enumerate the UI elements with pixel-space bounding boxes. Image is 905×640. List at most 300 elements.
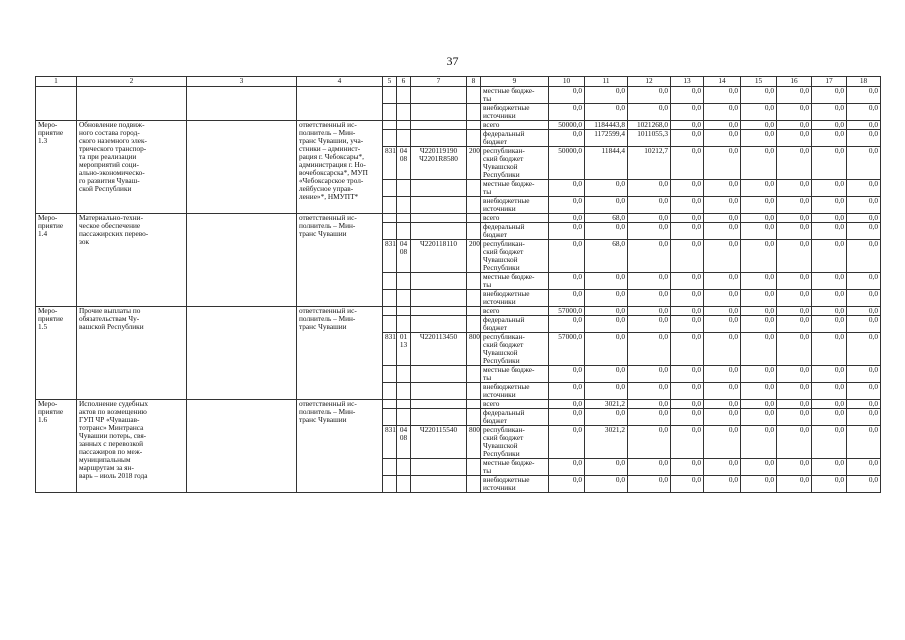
column-number: 9 xyxy=(481,77,549,87)
measure-label-cell: Меро- приятие 1.4 xyxy=(36,214,77,307)
funding-source-cell: федеральный бюджет xyxy=(481,223,549,240)
funding-source-cell: федеральный бюджет xyxy=(481,409,549,426)
grbs-code-cell: 831 xyxy=(383,426,397,459)
amount-cell: 0,0 xyxy=(741,459,777,476)
amount-cell: 0,0 xyxy=(628,240,671,273)
amount-cell: 0,0 xyxy=(777,476,812,493)
amount-cell: 0,0 xyxy=(777,180,812,197)
empty-cell xyxy=(411,180,467,197)
empty-cell xyxy=(467,290,481,307)
amount-cell: 0,0 xyxy=(847,383,881,400)
empty-cell xyxy=(397,197,411,214)
column-number: 12 xyxy=(628,77,671,87)
amount-cell: 0,0 xyxy=(812,307,847,316)
amount-cell: 0,0 xyxy=(777,197,812,214)
empty-cell xyxy=(383,307,397,316)
funding-source-cell: местные бюдже- ты xyxy=(481,87,549,104)
amount-cell: 0,0 xyxy=(549,316,585,333)
empty-cell xyxy=(383,87,397,104)
amount-cell: 0,0 xyxy=(741,223,777,240)
empty-cell xyxy=(187,214,297,307)
empty-cell xyxy=(187,307,297,400)
amount-cell: 10212,7 xyxy=(628,147,671,180)
empty-cell xyxy=(397,400,411,409)
amount-cell: 0,0 xyxy=(741,366,777,383)
amount-cell: 0,0 xyxy=(704,400,741,409)
amount-cell: 0,0 xyxy=(812,366,847,383)
amount-cell: 0,0 xyxy=(741,316,777,333)
empty-cell xyxy=(383,400,397,409)
amount-cell: 0,0 xyxy=(847,104,881,121)
amount-cell: 0,0 xyxy=(777,459,812,476)
column-number: 6 xyxy=(397,77,411,87)
amount-cell: 0,0 xyxy=(671,121,704,130)
empty-cell xyxy=(467,130,481,147)
empty-cell xyxy=(411,459,467,476)
grbs-code-cell: 831 xyxy=(383,333,397,366)
amount-cell: 0,0 xyxy=(671,87,704,104)
empty-cell xyxy=(411,87,467,104)
amount-cell: 0,0 xyxy=(671,383,704,400)
amount-cell: 0,0 xyxy=(741,383,777,400)
amount-cell: 0,0 xyxy=(704,214,741,223)
rzpr-code-cell: 04 08 xyxy=(397,147,411,180)
amount-cell: 0,0 xyxy=(628,383,671,400)
vr-code-cell: 200 xyxy=(467,147,481,180)
measure-label-cell: Меро- приятие 1.6 xyxy=(36,400,77,493)
empty-cell xyxy=(397,104,411,121)
executor-cell: ответственный ис- полнитель – Мин- транс Чувашии xyxy=(297,400,383,493)
rzpr-code-cell: 04 08 xyxy=(397,426,411,459)
funding-source-cell: всего xyxy=(481,214,549,223)
amount-cell: 0,0 xyxy=(549,130,585,147)
amount-cell: 0,0 xyxy=(549,197,585,214)
amount-cell: 0,0 xyxy=(671,130,704,147)
amount-cell: 0,0 xyxy=(847,147,881,180)
amount-cell: 0,0 xyxy=(812,316,847,333)
amount-cell: 0,0 xyxy=(704,121,741,130)
empty-cell xyxy=(467,197,481,214)
empty-cell xyxy=(411,223,467,240)
amount-cell: 0,0 xyxy=(549,426,585,459)
empty-cell xyxy=(411,307,467,316)
rzpr-code-cell: 04 08 xyxy=(397,240,411,273)
empty-cell xyxy=(77,87,187,121)
amount-cell: 0,0 xyxy=(628,214,671,223)
amount-cell: 0,0 xyxy=(549,273,585,290)
budget-table xyxy=(35,76,881,493)
funding-source-cell: внебюджетные источники xyxy=(481,476,549,493)
column-number: 17 xyxy=(812,77,847,87)
amount-cell: 0,0 xyxy=(585,459,628,476)
empty-cell xyxy=(411,383,467,400)
empty-cell xyxy=(383,180,397,197)
amount-cell: 0,0 xyxy=(777,214,812,223)
amount-cell: 0,0 xyxy=(741,130,777,147)
amount-cell: 0,0 xyxy=(812,214,847,223)
amount-cell: 0,0 xyxy=(628,400,671,409)
amount-cell: 0,0 xyxy=(847,223,881,240)
amount-cell: 0,0 xyxy=(704,147,741,180)
amount-cell: 0,0 xyxy=(549,290,585,307)
amount-cell: 1021268,0 xyxy=(628,121,671,130)
amount-cell: 68,0 xyxy=(585,240,628,273)
empty-cell xyxy=(467,400,481,409)
amount-cell: 0,0 xyxy=(549,366,585,383)
amount-cell: 0,0 xyxy=(671,240,704,273)
amount-cell: 0,0 xyxy=(777,366,812,383)
amount-cell: 0,0 xyxy=(847,197,881,214)
amount-cell: 0,0 xyxy=(812,104,847,121)
funding-source-cell: местные бюдже- ты xyxy=(481,459,549,476)
funding-source-cell: республикан- ский бюджет Чувашской Республики xyxy=(481,426,549,459)
amount-cell: 0,0 xyxy=(741,104,777,121)
amount-cell: 0,0 xyxy=(777,333,812,366)
amount-cell: 0,0 xyxy=(741,180,777,197)
empty-cell xyxy=(397,366,411,383)
amount-cell: 0,0 xyxy=(671,223,704,240)
measure-label-cell: Меро- приятие 1.3 xyxy=(36,121,77,214)
amount-cell: 0,0 xyxy=(704,273,741,290)
column-number-row xyxy=(36,77,881,87)
empty-cell xyxy=(383,366,397,383)
empty-cell xyxy=(411,400,467,409)
amount-cell: 0,0 xyxy=(671,214,704,223)
amount-cell: 0,0 xyxy=(847,476,881,493)
empty-cell xyxy=(411,214,467,223)
column-number: 16 xyxy=(777,77,812,87)
empty-cell xyxy=(411,104,467,121)
amount-cell: 0,0 xyxy=(847,214,881,223)
amount-cell: 0,0 xyxy=(585,476,628,493)
empty-cell xyxy=(467,104,481,121)
amount-cell: 0,0 xyxy=(628,316,671,333)
amount-cell: 0,0 xyxy=(847,366,881,383)
amount-cell: 0,0 xyxy=(741,307,777,316)
empty-cell xyxy=(383,290,397,307)
executor-cell: ответственный ис- полнитель – Мин- транс Чувашии xyxy=(297,214,383,307)
empty-cell xyxy=(411,366,467,383)
amount-cell: 0,0 xyxy=(777,87,812,104)
amount-cell: 0,0 xyxy=(777,240,812,273)
empty-cell xyxy=(383,104,397,121)
empty-cell xyxy=(397,214,411,223)
amount-cell: 0,0 xyxy=(812,333,847,366)
amount-cell: 0,0 xyxy=(847,273,881,290)
amount-cell: 0,0 xyxy=(741,400,777,409)
amount-cell: 0,0 xyxy=(812,223,847,240)
empty-cell xyxy=(297,87,383,121)
amount-cell: 0,0 xyxy=(812,121,847,130)
amount-cell: 0,0 xyxy=(585,366,628,383)
amount-cell: 0,0 xyxy=(585,290,628,307)
amount-cell: 0,0 xyxy=(585,273,628,290)
amount-cell: 0,0 xyxy=(741,290,777,307)
amount-cell: 0,0 xyxy=(812,476,847,493)
amount-cell: 3021,2 xyxy=(585,400,628,409)
amount-cell: 0,0 xyxy=(549,214,585,223)
amount-cell: 0,0 xyxy=(628,180,671,197)
amount-cell: 0,0 xyxy=(847,130,881,147)
column-number: 8 xyxy=(467,77,481,87)
column-number: 13 xyxy=(671,77,704,87)
amount-cell: 0,0 xyxy=(847,307,881,316)
executor-cell: ответственный ис- полнитель – Мин- транс Чувашии xyxy=(297,307,383,400)
amount-cell: 11844,4 xyxy=(585,147,628,180)
empty-cell xyxy=(383,383,397,400)
funding-source-cell: республикан- ский бюджет Чувашской Республики xyxy=(481,333,549,366)
amount-cell: 50000,0 xyxy=(549,121,585,130)
empty-cell xyxy=(467,273,481,290)
amount-cell: 0,0 xyxy=(549,476,585,493)
amount-cell: 0,0 xyxy=(741,240,777,273)
amount-cell: 0,0 xyxy=(777,273,812,290)
amount-cell: 0,0 xyxy=(741,333,777,366)
amount-cell: 0,0 xyxy=(704,476,741,493)
empty-cell xyxy=(397,121,411,130)
empty-cell xyxy=(411,409,467,426)
empty-cell xyxy=(411,316,467,333)
amount-cell: 0,0 xyxy=(585,180,628,197)
amount-cell: 1011055,3 xyxy=(628,130,671,147)
amount-cell: 0,0 xyxy=(549,87,585,104)
table-row xyxy=(36,307,881,316)
csr-code-cell: Ч220115540 xyxy=(411,426,467,459)
amount-cell: 0,0 xyxy=(812,409,847,426)
measure-name-cell: Исполнение судебных актов по возмещению ГУП ЧР «Чувашав- тотранс» Минтранса Чувашии потерь, свя- занных с перевозкой пассажиров по меж- муниципальным маршрутам за ян- варь – июль 2018 года xyxy=(77,400,187,493)
amount-cell: 0,0 xyxy=(585,383,628,400)
empty-cell xyxy=(383,273,397,290)
amount-cell: 0,0 xyxy=(704,366,741,383)
amount-cell: 1172599,4 xyxy=(585,130,628,147)
amount-cell: 0,0 xyxy=(549,409,585,426)
empty-cell xyxy=(397,409,411,426)
amount-cell: 0,0 xyxy=(847,87,881,104)
amount-cell: 0,0 xyxy=(704,307,741,316)
amount-cell: 0,0 xyxy=(777,400,812,409)
amount-cell: 0,0 xyxy=(704,240,741,273)
amount-cell: 0,0 xyxy=(777,426,812,459)
amount-cell: 0,0 xyxy=(549,180,585,197)
empty-cell xyxy=(397,476,411,493)
amount-cell: 0,0 xyxy=(585,197,628,214)
amount-cell: 0,0 xyxy=(549,104,585,121)
column-number: 15 xyxy=(741,77,777,87)
column-number: 10 xyxy=(549,77,585,87)
amount-cell: 0,0 xyxy=(628,476,671,493)
empty-cell xyxy=(383,316,397,333)
table-row xyxy=(36,121,881,130)
amount-cell: 0,0 xyxy=(671,400,704,409)
amount-cell: 0,0 xyxy=(628,307,671,316)
empty-cell xyxy=(411,476,467,493)
amount-cell: 0,0 xyxy=(777,104,812,121)
amount-cell: 0,0 xyxy=(777,130,812,147)
empty-cell xyxy=(411,290,467,307)
amount-cell: 0,0 xyxy=(847,240,881,273)
amount-cell: 0,0 xyxy=(628,366,671,383)
empty-cell xyxy=(397,273,411,290)
amount-cell: 0,0 xyxy=(704,290,741,307)
amount-cell: 0,0 xyxy=(847,426,881,459)
amount-cell: 0,0 xyxy=(628,333,671,366)
empty-cell xyxy=(383,476,397,493)
empty-cell xyxy=(397,290,411,307)
amount-cell: 0,0 xyxy=(628,290,671,307)
empty-cell xyxy=(411,273,467,290)
csr-code-cell: Ч220119190 Ч2201R8580 xyxy=(411,147,467,180)
empty-cell xyxy=(397,383,411,400)
empty-cell xyxy=(467,476,481,493)
empty-cell xyxy=(467,223,481,240)
amount-cell: 0,0 xyxy=(628,104,671,121)
funding-source-cell: федеральный бюджет xyxy=(481,316,549,333)
empty-cell xyxy=(397,130,411,147)
amount-cell: 0,0 xyxy=(671,197,704,214)
amount-cell: 0,0 xyxy=(777,307,812,316)
amount-cell: 0,0 xyxy=(628,273,671,290)
amount-cell: 0,0 xyxy=(585,87,628,104)
amount-cell: 0,0 xyxy=(671,104,704,121)
amount-cell: 0,0 xyxy=(847,290,881,307)
empty-cell xyxy=(383,130,397,147)
measure-label-cell: Меро- приятие 1.5 xyxy=(36,307,77,400)
amount-cell: 68,0 xyxy=(585,214,628,223)
amount-cell: 0,0 xyxy=(812,180,847,197)
amount-cell: 0,0 xyxy=(812,426,847,459)
empty-cell xyxy=(187,121,297,214)
amount-cell: 0,0 xyxy=(628,459,671,476)
amount-cell: 1184443,8 xyxy=(585,121,628,130)
column-number: 11 xyxy=(585,77,628,87)
funding-source-cell: местные бюдже- ты xyxy=(481,273,549,290)
empty-cell xyxy=(383,223,397,240)
empty-cell xyxy=(36,87,77,121)
amount-cell: 0,0 xyxy=(585,409,628,426)
amount-cell: 0,0 xyxy=(847,409,881,426)
measure-name-cell: Обновление подвиж- ного состава город- ского наземного элек- трического транспор- та при реализации мероприятий соци- ально-экономическо- го развития Чуваш- ской Республики xyxy=(77,121,187,214)
empty-cell xyxy=(467,409,481,426)
amount-cell: 0,0 xyxy=(777,409,812,426)
amount-cell: 0,0 xyxy=(812,383,847,400)
csr-code-cell: Ч220113450 xyxy=(411,333,467,366)
funding-source-cell: всего xyxy=(481,400,549,409)
amount-cell: 0,0 xyxy=(741,476,777,493)
empty-cell xyxy=(397,307,411,316)
amount-cell: 57000,0 xyxy=(549,307,585,316)
amount-cell: 0,0 xyxy=(741,426,777,459)
empty-cell xyxy=(397,316,411,333)
amount-cell: 0,0 xyxy=(847,400,881,409)
amount-cell: 50000,0 xyxy=(549,147,585,180)
amount-cell: 0,0 xyxy=(671,459,704,476)
amount-cell: 0,0 xyxy=(585,307,628,316)
amount-cell: 0,0 xyxy=(812,273,847,290)
amount-cell: 0,0 xyxy=(777,316,812,333)
amount-cell: 0,0 xyxy=(741,197,777,214)
empty-cell xyxy=(467,121,481,130)
amount-cell: 0,0 xyxy=(549,223,585,240)
page-number: 37 xyxy=(446,54,459,68)
empty-cell xyxy=(467,383,481,400)
funding-source-cell: внебюджетные источники xyxy=(481,290,549,307)
amount-cell: 0,0 xyxy=(704,130,741,147)
amount-cell: 0,0 xyxy=(704,333,741,366)
amount-cell: 0,0 xyxy=(671,147,704,180)
amount-cell: 0,0 xyxy=(628,197,671,214)
amount-cell: 0,0 xyxy=(628,223,671,240)
empty-cell xyxy=(397,459,411,476)
amount-cell: 0,0 xyxy=(812,400,847,409)
amount-cell: 0,0 xyxy=(812,459,847,476)
measure-name-cell: Прочие выплаты по обязательствам Чу- вашской Республики xyxy=(77,307,187,400)
measure-name-cell: Материально-техни- ческое обеспечение пассажирских перево- зок xyxy=(77,214,187,307)
funding-source-cell: всего xyxy=(481,307,549,316)
amount-cell: 0,0 xyxy=(671,316,704,333)
executor-cell: ответственный ис- полнитель – Мин- транс Чувашии, уча- стники – админист- рация г. Чебоксары*, администрация г. Но- вочебоксарска*, МУП «Чебоксарское трол- лейбусное управ- ление»*, НМУПТ* xyxy=(297,121,383,214)
funding-source-cell: местные бюдже- ты xyxy=(481,180,549,197)
column-number: 3 xyxy=(187,77,297,87)
empty-cell xyxy=(383,459,397,476)
amount-cell: 0,0 xyxy=(741,273,777,290)
empty-cell xyxy=(467,366,481,383)
amount-cell: 0,0 xyxy=(704,426,741,459)
table-row xyxy=(36,214,881,223)
funding-source-cell: местные бюдже- ты xyxy=(481,366,549,383)
amount-cell: 0,0 xyxy=(741,121,777,130)
column-number: 5 xyxy=(383,77,397,87)
amount-cell: 0,0 xyxy=(671,476,704,493)
amount-cell: 0,0 xyxy=(812,290,847,307)
amount-cell: 0,0 xyxy=(671,273,704,290)
amount-cell: 0,0 xyxy=(585,104,628,121)
amount-cell: 0,0 xyxy=(704,409,741,426)
amount-cell: 0,0 xyxy=(704,383,741,400)
empty-cell xyxy=(411,197,467,214)
column-number: 2 xyxy=(77,77,187,87)
empty-cell xyxy=(383,214,397,223)
amount-cell: 0,0 xyxy=(812,197,847,214)
funding-source-cell: внебюджетные источники xyxy=(481,197,549,214)
funding-source-cell: республикан- ский бюджет Чувашской Республики xyxy=(481,147,549,180)
amount-cell: 0,0 xyxy=(741,409,777,426)
empty-cell xyxy=(467,307,481,316)
amount-cell: 0,0 xyxy=(812,147,847,180)
amount-cell: 0,0 xyxy=(549,383,585,400)
amount-cell: 0,0 xyxy=(741,214,777,223)
amount-cell: 0,0 xyxy=(585,223,628,240)
amount-cell: 0,0 xyxy=(628,426,671,459)
amount-cell: 0,0 xyxy=(847,316,881,333)
empty-cell xyxy=(383,197,397,214)
amount-cell: 0,0 xyxy=(741,147,777,180)
funding-source-cell: всего xyxy=(481,121,549,130)
column-number: 1 xyxy=(36,77,77,87)
column-number: 7 xyxy=(411,77,467,87)
empty-cell xyxy=(187,400,297,493)
amount-cell: 0,0 xyxy=(585,316,628,333)
table-row xyxy=(36,87,881,104)
column-number: 18 xyxy=(847,77,881,87)
empty-cell xyxy=(397,180,411,197)
amount-cell: 0,0 xyxy=(704,223,741,240)
amount-cell: 0,0 xyxy=(671,307,704,316)
amount-cell: 0,0 xyxy=(847,121,881,130)
amount-cell: 0,0 xyxy=(671,426,704,459)
amount-cell: 0,0 xyxy=(671,290,704,307)
vr-code-cell: 800 xyxy=(467,426,481,459)
column-number: 14 xyxy=(704,77,741,87)
